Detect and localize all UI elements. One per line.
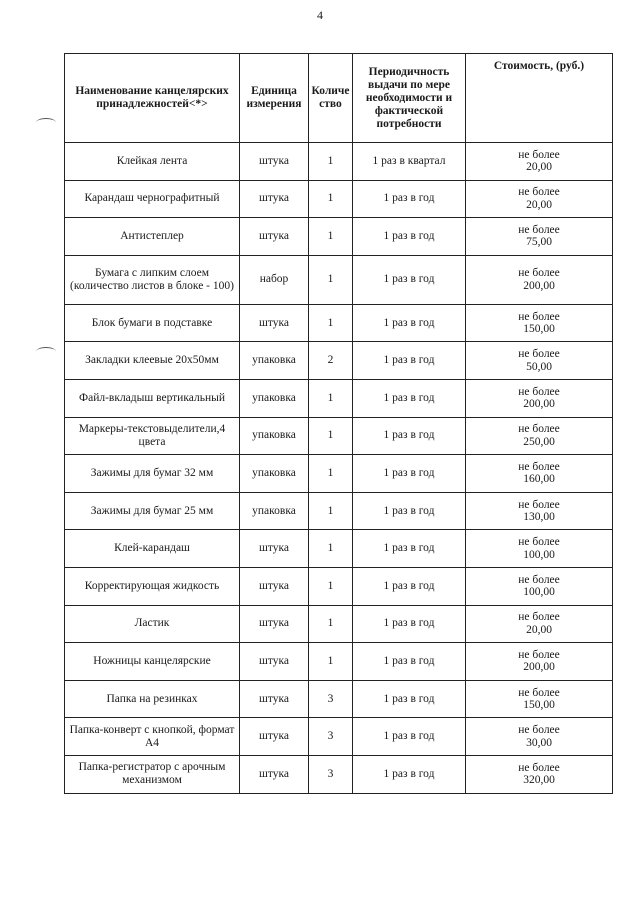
table-row bbox=[65, 605, 613, 643]
table-row bbox=[65, 143, 613, 181]
cell-period: 1 раз в год bbox=[353, 680, 466, 718]
cell-name: Корректирующая жидкость bbox=[65, 567, 240, 605]
cell-name: Ластик bbox=[65, 605, 240, 643]
cell-name: Карандаш чернографитный bbox=[65, 180, 240, 218]
cell-cost bbox=[466, 755, 613, 793]
table-header-row bbox=[65, 54, 613, 143]
cell-period: 1 раз в квартал bbox=[353, 143, 466, 181]
cell-cost bbox=[466, 304, 613, 342]
cell-qty: 1 bbox=[309, 567, 353, 605]
cell-cost bbox=[466, 680, 613, 718]
cell-qty: 1 bbox=[309, 218, 353, 256]
cost-prefix: не более bbox=[518, 536, 560, 549]
cell-qty: 1 bbox=[309, 379, 353, 417]
cell-name: Блок бумаги в подставке bbox=[65, 304, 240, 342]
cost-value: 130,00 bbox=[523, 511, 555, 524]
cost-prefix: не более bbox=[518, 348, 560, 361]
table-row bbox=[65, 342, 613, 380]
cell-cost bbox=[466, 567, 613, 605]
cell-name: Папка-конверт с кнопкой, формат А4 bbox=[65, 718, 240, 756]
cell-unit: набор bbox=[240, 255, 309, 304]
cost-value: 200,00 bbox=[523, 398, 555, 411]
cell-unit: штука bbox=[240, 530, 309, 568]
cell-unit: штука bbox=[240, 218, 309, 256]
cost-value: 20,00 bbox=[526, 623, 552, 636]
table-row bbox=[65, 379, 613, 417]
cell-name: Закладки клеевые 20x50мм bbox=[65, 342, 240, 380]
cost-value: 75,00 bbox=[526, 236, 552, 249]
cost-prefix: не более bbox=[518, 267, 560, 280]
table-row bbox=[65, 304, 613, 342]
cell-cost bbox=[466, 379, 613, 417]
cost-value: 150,00 bbox=[523, 323, 555, 336]
cell-qty: 1 bbox=[309, 417, 353, 455]
cost-prefix: не более bbox=[518, 186, 560, 199]
cell-unit: штука bbox=[240, 755, 309, 793]
cost-prefix: не более bbox=[518, 310, 560, 323]
stationery-table bbox=[64, 53, 613, 794]
cell-period: 1 раз в год bbox=[353, 180, 466, 218]
cost-value: 200,00 bbox=[523, 279, 555, 292]
cell-qty: 2 bbox=[309, 342, 353, 380]
table-row bbox=[65, 643, 613, 681]
cell-unit: упаковка bbox=[240, 455, 309, 493]
cost-prefix: не более bbox=[518, 148, 560, 161]
cell-cost bbox=[466, 605, 613, 643]
cell-period: 1 раз в год bbox=[353, 342, 466, 380]
table-row bbox=[65, 567, 613, 605]
cell-unit: штука bbox=[240, 304, 309, 342]
cell-unit: упаковка bbox=[240, 342, 309, 380]
table-row bbox=[65, 718, 613, 756]
table-row bbox=[65, 255, 613, 304]
header-period: Периодичность выдачи по мере необходимости и фактической потребности bbox=[353, 54, 466, 143]
cost-value: 320,00 bbox=[523, 774, 555, 787]
cell-period: 1 раз в год bbox=[353, 718, 466, 756]
cell-unit: штука bbox=[240, 680, 309, 718]
cost-value: 160,00 bbox=[523, 473, 555, 486]
cell-unit: штука bbox=[240, 180, 309, 218]
cell-unit: штука bbox=[240, 143, 309, 181]
cell-unit: штука bbox=[240, 643, 309, 681]
cost-prefix: не более bbox=[518, 686, 560, 699]
cell-period: 1 раз в год bbox=[353, 492, 466, 530]
cell-qty: 3 bbox=[309, 718, 353, 756]
cell-name: Папка-регистратор с арочным механизмом bbox=[65, 755, 240, 793]
cost-prefix: не более bbox=[518, 761, 560, 774]
cost-prefix: не более bbox=[518, 423, 560, 436]
cell-cost bbox=[466, 218, 613, 256]
margin-mark bbox=[36, 347, 56, 356]
header-cost: Стоимость, (руб.) bbox=[466, 54, 613, 143]
header-name: Наименование канцелярских принадлежностей<*> bbox=[65, 54, 240, 143]
table-row bbox=[65, 417, 613, 455]
cost-prefix: не более bbox=[518, 460, 560, 473]
cell-cost bbox=[466, 643, 613, 681]
cell-cost bbox=[466, 718, 613, 756]
cell-period: 1 раз в год bbox=[353, 379, 466, 417]
cell-unit: штука bbox=[240, 718, 309, 756]
cost-value: 20,00 bbox=[526, 161, 552, 174]
cell-name: Зажимы для бумаг 25 мм bbox=[65, 492, 240, 530]
cell-qty: 1 bbox=[309, 304, 353, 342]
cell-unit: штука bbox=[240, 605, 309, 643]
cell-period: 1 раз в год bbox=[353, 255, 466, 304]
header-qty: Количе ство bbox=[309, 54, 353, 143]
table-row bbox=[65, 180, 613, 218]
cell-name: Клей-карандаш bbox=[65, 530, 240, 568]
cell-cost bbox=[466, 143, 613, 181]
cell-period: 1 раз в год bbox=[353, 417, 466, 455]
cell-period: 1 раз в год bbox=[353, 455, 466, 493]
cell-period: 1 раз в год bbox=[353, 567, 466, 605]
cost-value: 30,00 bbox=[526, 736, 552, 749]
cost-value: 250,00 bbox=[523, 435, 555, 448]
cell-unit: штука bbox=[240, 567, 309, 605]
cost-value: 100,00 bbox=[523, 586, 555, 599]
cell-name: Клейкая лента bbox=[65, 143, 240, 181]
page-number: 4 bbox=[317, 8, 323, 22]
cost-value: 20,00 bbox=[526, 198, 552, 211]
table-row bbox=[65, 218, 613, 256]
cell-cost bbox=[466, 255, 613, 304]
cost-prefix: не более bbox=[518, 498, 560, 511]
cell-cost bbox=[466, 417, 613, 455]
cell-period: 1 раз в год bbox=[353, 530, 466, 568]
cell-cost bbox=[466, 180, 613, 218]
cell-cost bbox=[466, 342, 613, 380]
cost-value: 50,00 bbox=[526, 360, 552, 373]
cell-name: Антистеплер bbox=[65, 218, 240, 256]
cell-qty: 1 bbox=[309, 530, 353, 568]
cell-period: 1 раз в год bbox=[353, 605, 466, 643]
cell-period: 1 раз в год bbox=[353, 218, 466, 256]
table-row bbox=[65, 455, 613, 493]
cell-unit: упаковка bbox=[240, 417, 309, 455]
cell-period: 1 раз в год bbox=[353, 304, 466, 342]
cell-qty: 1 bbox=[309, 492, 353, 530]
cost-prefix: не более bbox=[518, 573, 560, 586]
cell-qty: 3 bbox=[309, 680, 353, 718]
header-unit: Единица измерения bbox=[240, 54, 309, 143]
cell-cost bbox=[466, 455, 613, 493]
cell-cost bbox=[466, 530, 613, 568]
cell-qty: 3 bbox=[309, 755, 353, 793]
cell-name: Ножницы канцелярские bbox=[65, 643, 240, 681]
cell-qty: 1 bbox=[309, 255, 353, 304]
cell-name: Маркеры-текстовыделители,4 цвета bbox=[65, 417, 240, 455]
margin-mark bbox=[36, 118, 56, 127]
cost-prefix: не более bbox=[518, 385, 560, 398]
cell-period: 1 раз в год bbox=[353, 755, 466, 793]
table-body bbox=[65, 143, 613, 794]
cell-name: Зажимы для бумаг 32 мм bbox=[65, 455, 240, 493]
table-row bbox=[65, 680, 613, 718]
cell-unit: упаковка bbox=[240, 379, 309, 417]
cell-name: Папка на резинках bbox=[65, 680, 240, 718]
table-row bbox=[65, 492, 613, 530]
cell-qty: 1 bbox=[309, 605, 353, 643]
cell-cost bbox=[466, 492, 613, 530]
cell-unit: упаковка bbox=[240, 492, 309, 530]
cell-name: Бумага с липким слоем (количество листов в блоке - 100) bbox=[65, 255, 240, 304]
cost-value: 100,00 bbox=[523, 548, 555, 561]
cell-qty: 1 bbox=[309, 455, 353, 493]
cell-qty: 1 bbox=[309, 143, 353, 181]
table-row bbox=[65, 755, 613, 793]
table-row bbox=[65, 530, 613, 568]
cost-prefix: не более bbox=[518, 724, 560, 737]
cell-qty: 1 bbox=[309, 180, 353, 218]
cell-period: 1 раз в год bbox=[353, 643, 466, 681]
cost-value: 200,00 bbox=[523, 661, 555, 674]
cell-name: Файл-вкладыш вертикальный bbox=[65, 379, 240, 417]
cell-qty: 1 bbox=[309, 643, 353, 681]
cost-prefix: не более bbox=[518, 648, 560, 661]
cost-value: 150,00 bbox=[523, 699, 555, 712]
cost-prefix: не более bbox=[518, 223, 560, 236]
cost-prefix: не более bbox=[518, 611, 560, 624]
